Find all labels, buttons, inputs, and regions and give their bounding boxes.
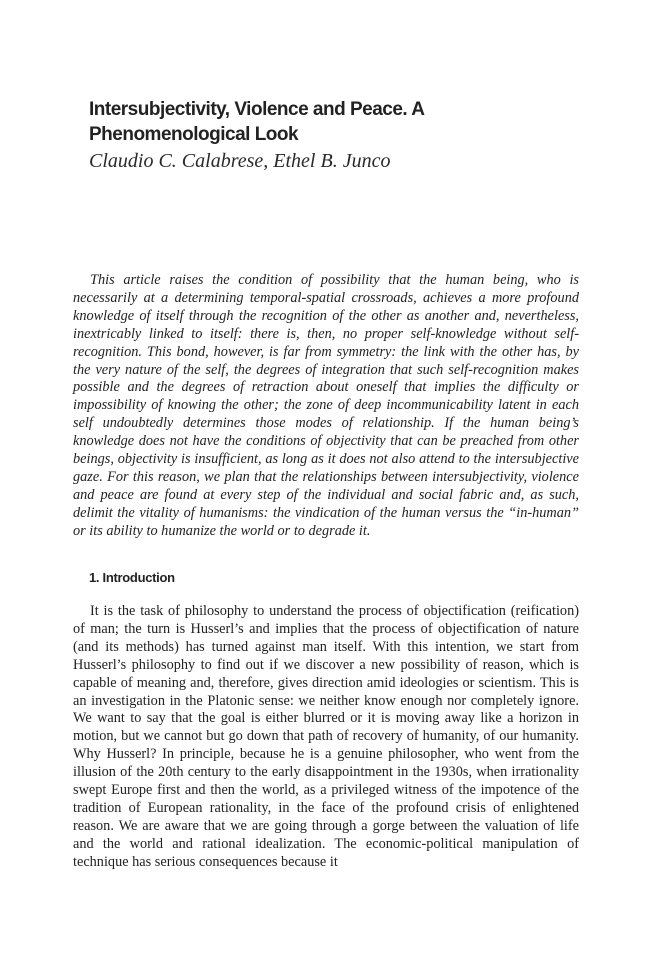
article-authors: Claudio C. Calabrese, Ethel B. Junco [89,150,391,172]
introduction-paragraph: It is the task of philosophy to understand the process of objectification (reification) of man; the turn is Husserl’s and implies that the process of objectification of nature (and its methods) has turned against man itself. With this intention, we start from Husserl’s philosophy to find out if we discover a new possibility of reason, which is capable of meaning and, therefore, gives direction amid ideologies or scientism. This is an investigation in the Platonic sense: we neither know enough nor completely ignore. We want to say that the goal is either blurred or it is moving away like a horizon in motion, but we cannot but go down that path of recovery of humanity, of our humanity. Why Husserl? In principle, because he is a genuine philosopher, who went from the illusion of the 20th century to the early disappointment in the 1930s, when irrationality swept Europe first and then the world, as a privileged witness of the impotence of the tradition of European rationality, in the face of the profound crisis of enlightened reason. We are aware that we are going through a gorge between the valuation of life and the world and rational idealization. The economic-political manipulation of technique has serious consequences because it [73,603,579,870]
section-heading-introduction: 1. Introduction [89,570,175,585]
article-title: Intersubjectivity, Violence and Peace. A Phenomenological Look [89,99,424,145]
article-abstract: This article raises the condition of possibility that the human being, who is necessarily at a determining temporal-spatial crossroads, achieves a more profound knowledge of itself through the recognition of the other as another and, nevertheless, inextricably linked to itself: there is, then, no proper self-knowledge without self-recognition. This bond, however, is far from symmetry: the link with the other has, by the very nature of the self, the degrees of integration that such self-recognition makes possible and the degrees of retraction about oneself that implies the difficulty or impossibility of knowing the other; the zone of deep incommunicability latent in each self undoubtedly determines those modes of relationship. If the human being’s knowledge does not have the conditions of objectivity that can be preached from other beings, objectivity is insufficient, as long as it does not also attend to the intersubjective gaze. For this reason, we plan that the relationships between intersubjectivity, violence and peace are found at every step of the individual and social fabric and, as such, delimit the vitality of humanisms: the vindication of the human versus the “in-human” or its ability to humanize the world or to degrade it. [73,272,579,539]
